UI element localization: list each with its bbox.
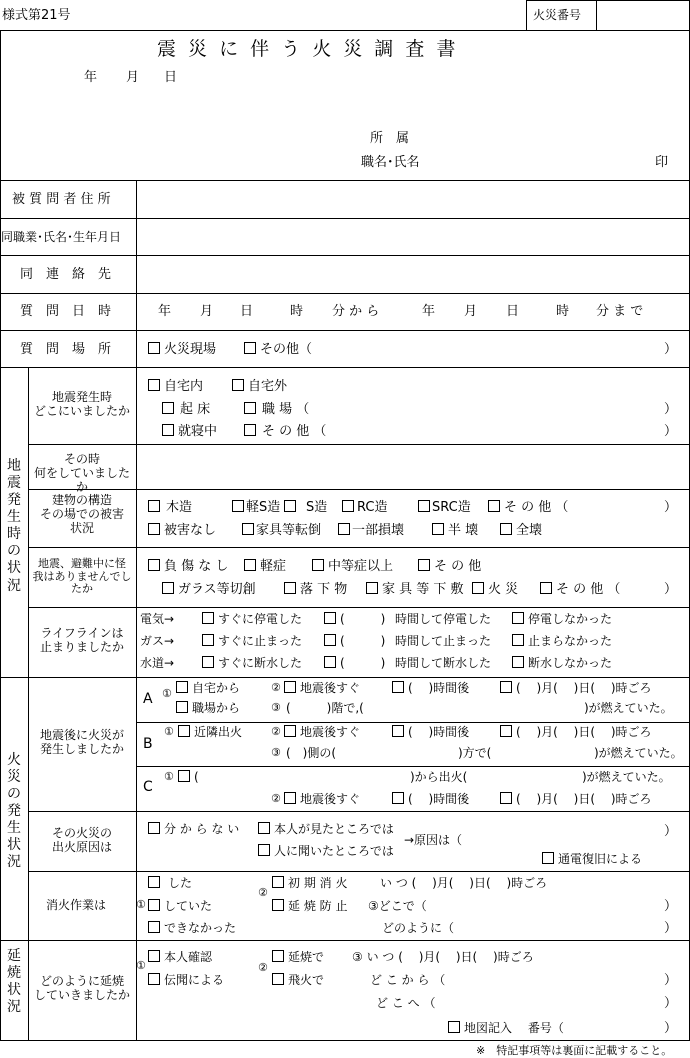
spread-to-label: ど こ へ （	[376, 996, 436, 1010]
case-a-mark-2: ②	[271, 681, 281, 694]
case-b-mark-2: ②	[271, 725, 281, 738]
nearby-fire-checkbox[interactable]	[178, 725, 190, 737]
datetime-hour-to: 時	[556, 304, 570, 319]
spread-when-label: ③ い つ ( )月( )日( )時ごろ	[352, 950, 534, 964]
hearsay-checkbox[interactable]	[148, 973, 160, 985]
minor-injury-checkbox[interactable]	[244, 559, 256, 571]
water-out-immediately-checkbox[interactable]	[202, 656, 214, 668]
moderate-injury-label: 中等症以上	[328, 559, 394, 574]
partial-damage-label: 一部損壊	[352, 523, 405, 538]
spread-prevention-label: 延 焼 防 止	[288, 899, 348, 913]
light-steel-label: 軽S造	[246, 500, 281, 515]
from-home-checkbox[interactable]	[176, 681, 188, 693]
case-a-right-after-label: 地震後すぐ	[300, 681, 361, 695]
from-home-label: 自宅から	[192, 681, 241, 695]
spread-mark-1: ①	[136, 959, 146, 972]
date-day-label: 日	[164, 70, 178, 85]
power-out-hours-field[interactable]: ( )	[340, 612, 386, 626]
datetime-day-to: 日	[506, 304, 520, 319]
position-name-label: 職名･氏名	[361, 155, 420, 170]
pinned-checkbox[interactable]	[366, 582, 378, 594]
row-line	[28, 444, 690, 445]
gas-label: ガス→	[140, 634, 175, 648]
case-b-right-after-label: 地震後すぐ	[300, 725, 361, 739]
place-other-label: その他（	[260, 342, 313, 357]
map-entry-close: ）	[664, 1021, 678, 1036]
affiliation-label: 所 属	[370, 131, 410, 146]
power-kept-checkbox[interactable]	[512, 612, 524, 624]
case-a-burning-label: )が燃えていた。	[584, 701, 673, 715]
spread-label: どのように延焼 していきましたか	[33, 974, 130, 1002]
no-damage-checkbox[interactable]	[148, 523, 160, 535]
frame-left-line	[0, 30, 1, 1040]
case-b-burning-label: )が燃えていた。	[594, 746, 683, 760]
water-out-hours-field[interactable]: ( )	[340, 656, 386, 670]
datetime-month-from: 月	[200, 304, 214, 319]
row-line	[136, 722, 690, 723]
frame-top-line	[0, 30, 690, 31]
map-entry-checkbox[interactable]	[448, 1021, 460, 1033]
asleep-checkbox[interactable]	[162, 424, 174, 436]
case-a-letter: A	[143, 691, 153, 707]
gas-kept-checkbox[interactable]	[512, 634, 524, 646]
extinguish-when-label: い つ ( )月( )日( )時ごろ	[380, 876, 548, 890]
moderate-injury-checkbox[interactable]	[312, 559, 324, 571]
extinguishing-label: していた	[164, 899, 213, 913]
row-line	[0, 218, 690, 219]
by-sparks-label: 飛火で	[288, 973, 325, 987]
steel-label: S造	[306, 500, 328, 515]
row-line	[28, 547, 690, 548]
datetime-from-suffix: 分 か ら	[332, 304, 380, 319]
gas-stop-immediately-label: すぐに止まった	[218, 634, 303, 648]
extinguished-checkbox[interactable]	[148, 876, 160, 888]
power-restore-checkbox[interactable]	[542, 852, 554, 864]
injury-other-checkbox[interactable]	[418, 559, 430, 571]
spread-from-close: ）	[664, 973, 678, 988]
place-other-close: ）	[664, 342, 678, 357]
partial-damage-checkbox[interactable]	[338, 523, 350, 535]
spread-prevention-checkbox[interactable]	[272, 899, 284, 911]
self-witnessed-label: 本人が見たところでは	[274, 822, 394, 836]
falling-object-checkbox[interactable]	[284, 582, 296, 594]
hearsay-label: 伝聞による	[164, 973, 225, 987]
by-sparks-checkbox[interactable]	[272, 973, 284, 985]
heard-from-others-label: 人に聞いたところでは	[274, 844, 394, 858]
row-line	[0, 330, 690, 331]
fire-injury-label: 火 災	[488, 582, 519, 597]
case-b-side-label: ( )側の(	[286, 746, 337, 760]
datetime-month-to: 月	[464, 304, 478, 319]
row-line	[0, 940, 690, 941]
row-line	[0, 180, 690, 181]
row-line	[0, 293, 690, 294]
case-b-mark-1: ①	[164, 725, 174, 738]
wood-label: 木造	[166, 500, 193, 515]
case-c-mark-2: ②	[271, 792, 281, 805]
fire-no-box-divider	[596, 0, 597, 30]
contact-field[interactable]	[140, 259, 685, 289]
structure-other-label: そ の 他 （	[504, 500, 569, 515]
glass-cut-checkbox[interactable]	[162, 582, 174, 594]
spread-mark-2: ②	[258, 961, 268, 974]
where-other-checkbox[interactable]	[244, 424, 256, 436]
workplace-close: ）	[664, 402, 678, 417]
row-line	[28, 811, 690, 812]
fully-destroyed-label: 全壊	[516, 523, 543, 538]
power-kept-label: 停電しなかった	[528, 612, 613, 626]
case-b-datetime-checkbox[interactable]	[500, 725, 512, 737]
electricity-label: 電気→	[140, 612, 175, 626]
structure-other-checkbox[interactable]	[488, 500, 500, 512]
case-c-right-after-checkbox[interactable]	[284, 792, 296, 804]
case-c-outbreak-label: )から出火(	[410, 770, 468, 784]
extinguish-how-label: どのように（	[382, 921, 455, 935]
extinguish-mark-2: ②	[258, 886, 268, 899]
case-b-letter: B	[143, 736, 153, 752]
case-a-datetime-label: ( )月( )日( )時ごろ	[516, 681, 652, 695]
case-c-burning-label: )が燃えていた。	[582, 770, 671, 784]
row-line	[0, 677, 690, 678]
doing-field[interactable]	[140, 448, 685, 485]
fire-no-box-left	[526, 0, 527, 30]
cause-is-label: →原因は（	[404, 833, 463, 847]
water-out-hours-label: 時間して断水した	[395, 656, 492, 670]
page-title: 震 災 に 伴 う 火 災 調 査 書	[157, 38, 459, 60]
case-c-right-after-label: 地震後すぐ	[300, 792, 361, 806]
cause-unknown-label: 分 か ら な い	[164, 822, 240, 836]
asleep-label: 就寝中	[178, 424, 218, 439]
gas-stop-hours-checkbox[interactable]	[324, 634, 336, 646]
case-c-hours-label: ( )時間後	[408, 792, 470, 806]
initial-extinguish-checkbox[interactable]	[272, 876, 284, 888]
self-witnessed-checkbox[interactable]	[258, 822, 270, 834]
case-c-datetime-checkbox[interactable]	[500, 792, 512, 804]
gas-stop-immediately-checkbox[interactable]	[202, 634, 214, 646]
lifeline-label: ライフラインは 止まりましたか	[39, 626, 124, 654]
case-b-hours-checkbox[interactable]	[392, 725, 404, 737]
place-label: 質 問 場 所	[20, 342, 112, 357]
extinguish-label: 消火作業は	[46, 898, 107, 912]
case-a-floor-label: ( )階で,(	[286, 701, 364, 715]
src-label: SRC造	[432, 500, 471, 515]
contact-label: 同 連 絡 先	[20, 267, 112, 282]
no-damage-label: 被害なし	[164, 523, 217, 538]
awake-checkbox[interactable]	[162, 402, 174, 414]
label-column-line	[136, 180, 137, 1040]
half-destroyed-label: 半 壊	[448, 523, 479, 538]
frame-bottom-line	[0, 1040, 690, 1041]
workplace-checkbox[interactable]	[244, 402, 256, 414]
row-line	[136, 766, 690, 767]
case-b-mark-3: ③	[271, 746, 281, 759]
gas-kept-label: 止まらなかった	[528, 634, 613, 648]
datetime-day-from: 日	[240, 304, 254, 319]
footer-note: ※ 特記事項等は裏面に記載すること。	[476, 1044, 673, 1057]
case-c-datetime-label: ( )月( )日( )時ごろ	[516, 792, 652, 806]
address-field[interactable]	[140, 184, 685, 214]
self-confirmed-checkbox[interactable]	[148, 950, 160, 962]
form-number: 様式第21号	[2, 8, 71, 23]
extinguish-mark-1: ①	[136, 898, 146, 911]
injury-other-label: そ の 他	[434, 559, 482, 574]
fire-number-field[interactable]	[600, 4, 686, 26]
row-line	[0, 255, 690, 256]
case-a-mark-1: ①	[162, 687, 172, 700]
fully-destroyed-checkbox[interactable]	[500, 523, 512, 535]
seal-mark: 印	[655, 155, 669, 170]
power-restore-label: 通電復旧による	[558, 852, 643, 866]
map-entry-label: 地図記入 番号（	[464, 1021, 564, 1035]
could-not-extinguish-label: できなかった	[164, 921, 237, 935]
where-other-close: ）	[664, 424, 678, 439]
cause-close: ）	[664, 824, 678, 839]
gas-stop-hours-label: 時間して止まった	[395, 634, 492, 648]
initial-extinguish-label: 初 期 消 火	[288, 876, 348, 890]
furniture-fall-checkbox[interactable]	[242, 523, 254, 535]
case-c-source-open: (	[194, 770, 199, 784]
power-out-hours-label: 時間して停電した	[395, 612, 492, 626]
datetime-year-to: 年	[422, 304, 436, 319]
injury-other2-checkbox[interactable]	[540, 582, 552, 594]
furniture-fall-label: 家具等転倒	[256, 523, 322, 538]
case-b-hours-label: ( )時間後	[408, 725, 470, 739]
by-spread-checkbox[interactable]	[272, 950, 284, 962]
case-a-hours-label: ( )時間後	[408, 681, 470, 695]
case-c-source-checkbox[interactable]	[178, 770, 190, 782]
water-out-hours-checkbox[interactable]	[324, 656, 336, 668]
glass-cut-label: ガラス等切創	[178, 582, 256, 597]
case-c-hours-checkbox[interactable]	[392, 792, 404, 804]
water-kept-label: 断水しなかった	[528, 656, 613, 670]
date-month-label: 月	[126, 70, 140, 85]
quake-section-label: 地震発生時の状況	[7, 458, 21, 594]
falling-object-label: 落 下 物	[300, 582, 348, 597]
case-c-letter: C	[143, 779, 153, 795]
case-c-mark-1: ①	[164, 770, 174, 783]
extinguished-label: した	[168, 876, 193, 890]
could-not-extinguish-checkbox[interactable]	[148, 921, 160, 933]
injury-other2-label: そ の 他 （	[556, 582, 621, 597]
fire-no-box-top	[526, 0, 690, 1]
datetime-year-from: 年	[158, 304, 172, 319]
wood-checkbox[interactable]	[148, 500, 160, 512]
extinguish-where-label: ③どこで（	[368, 899, 427, 913]
power-out-hours-checkbox[interactable]	[324, 612, 336, 624]
src-checkbox[interactable]	[418, 500, 430, 512]
pinned-label: 家 具 等 下 敷	[382, 582, 464, 597]
case-a-right-after-checkbox[interactable]	[284, 681, 296, 693]
self-confirmed-label: 本人確認	[164, 950, 213, 964]
date-year-label: 年	[84, 70, 98, 85]
occupation-field[interactable]	[140, 222, 685, 252]
where-label: 地震発生時 どこにいましたか	[33, 390, 130, 418]
nearby-fire-label: 近隣出火	[194, 725, 243, 739]
gas-stop-hours-field[interactable]: ( )	[340, 634, 386, 648]
datetime-to-suffix: 分 ま で	[596, 304, 644, 319]
where-other-label: そ の 他 （	[262, 424, 327, 439]
injury-other2-close: ）	[664, 582, 678, 597]
fire-number-label: 火災番号	[533, 8, 582, 22]
outside-home-checkbox[interactable]	[232, 379, 244, 391]
half-destroyed-checkbox[interactable]	[432, 523, 444, 535]
extinguishing-checkbox[interactable]	[148, 899, 160, 911]
occupation-label: 同職業･氏名･生年月日	[1, 230, 122, 244]
power-out-immediately-label: すぐに停電した	[218, 612, 303, 626]
water-label: 水道→	[140, 656, 175, 670]
outside-home-label: 自宅外	[248, 379, 288, 394]
at-home-checkbox[interactable]	[148, 379, 160, 391]
datetime-hour-from: 時	[290, 304, 304, 319]
cause-label: その火災の 出火原因は	[51, 826, 112, 854]
spread-to-close: ）	[664, 996, 678, 1011]
extinguish-how-close: ）	[664, 921, 678, 936]
injury-label: 地震、避難中に怪 我はありませんでし たか	[32, 557, 132, 596]
fire-section-label: 火災の発生状況	[7, 752, 21, 871]
row-line	[28, 607, 690, 608]
water-out-immediately-label: すぐに断水した	[218, 656, 303, 670]
case-a-hours-checkbox[interactable]	[392, 681, 404, 693]
doing-label: その時 何をしていましたか	[33, 452, 130, 494]
fire-occurred-label: 地震後に火災が 発生しましたか	[39, 728, 124, 756]
water-kept-checkbox[interactable]	[512, 656, 524, 668]
no-injury-checkbox[interactable]	[148, 559, 160, 571]
datetime-label: 質 問 日 時	[20, 304, 112, 319]
steel-checkbox[interactable]	[284, 500, 296, 512]
case-a-datetime-checkbox[interactable]	[500, 681, 512, 693]
case-a-mark-3: ③	[271, 701, 281, 714]
cause-unknown-checkbox[interactable]	[148, 822, 160, 834]
workplace-label: 職 場 （	[262, 402, 310, 417]
address-label: 被 質 問 者 住 所	[12, 192, 111, 207]
at-home-label: 自宅内	[164, 379, 204, 394]
place-other-checkbox[interactable]	[244, 342, 256, 354]
structure-other-close: ）	[664, 500, 678, 515]
rc-checkbox[interactable]	[342, 500, 354, 512]
by-spread-label: 延焼で	[288, 950, 325, 964]
case-b-right-after-checkbox[interactable]	[284, 725, 296, 737]
minor-injury-label: 軽症	[260, 559, 287, 574]
spread-section-label: 延焼状況	[7, 948, 21, 1016]
case-b-direction-label: )方で(	[458, 746, 492, 760]
building-label: 建物の構造 その場での被害 状況	[39, 493, 124, 535]
awake-label: 起 床	[180, 402, 211, 417]
fire-site-checkbox[interactable]	[148, 342, 160, 354]
from-work-checkbox[interactable]	[176, 701, 188, 713]
row-line	[28, 871, 690, 872]
no-injury-label: 負 傷 な し	[164, 559, 229, 574]
fire-injury-checkbox[interactable]	[472, 582, 484, 594]
power-out-immediately-checkbox[interactable]	[202, 612, 214, 624]
fire-site-label: 火災現場	[164, 342, 217, 357]
heard-from-others-checkbox[interactable]	[258, 844, 270, 856]
row-line	[0, 367, 690, 368]
spread-from-label: ど こ か ら （	[370, 973, 446, 987]
case-b-datetime-label: ( )月( )日( )時ごろ	[516, 725, 652, 739]
light-steel-checkbox[interactable]	[232, 500, 244, 512]
from-work-label: 職場から	[192, 701, 241, 715]
extinguish-where-close: ）	[664, 899, 678, 914]
rc-label: RC造	[357, 500, 388, 515]
